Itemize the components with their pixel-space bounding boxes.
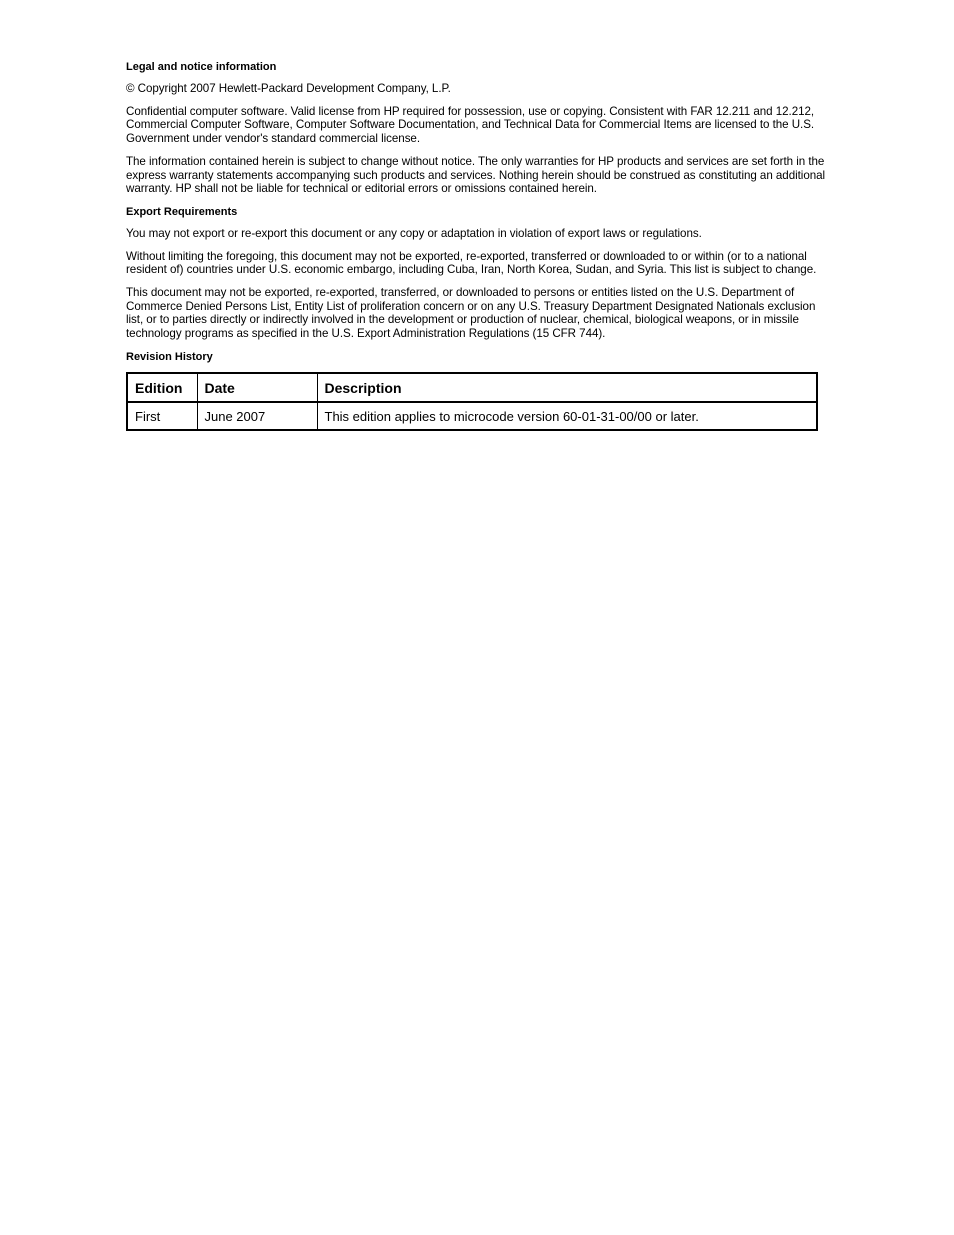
confidential-text: Confidential computer software. Valid license from HP required for possession, use or copying. Consistent with FAR 12.211 and 12.212, Commercial Computer Software, Computer Software Documentation, and Technical Data for Commercial Items are licensed to the U.S. Government under vendor's standard commercial license. xyxy=(126,104,815,146)
export-para-3: This document may not be exported, re-exported, transferred, or downloaded to persons or entities listed on the U.S. Department of Commerce Denied Persons List, Entity List of proliferation concern or on any U.S. Treasury Department Designated Nationals exclusion list, or to parties directly or indirectly involved in the development or production of nuclear, chemical, biological weapons, or in missile technology programs as specified in the U.S. Export Administration Regulations (15 CFR 744). xyxy=(126,286,816,341)
document-page xyxy=(126,60,832,431)
revision-header-row xyxy=(127,373,817,402)
cell-description: This edition applies to microcode version 60-01-31-00/00 or later. xyxy=(317,402,817,430)
legal-heading: Legal and notice information xyxy=(126,61,277,73)
column-header-description: Description xyxy=(317,373,817,402)
export-para-1: You may not export or re-export this document or any copy or adaptation in violation of export laws or regulations. xyxy=(126,226,702,240)
revision-table xyxy=(126,372,818,431)
cell-edition: First xyxy=(127,402,197,430)
export-para-2: Without limiting the foregoing, this document may not be exported, re-exported, transferred or downloaded to or within (or to a national resident of) countries under U.S. economic embargo, including Cuba, Iran, North Korea, Sudan, and Syria. This list is subject to change. xyxy=(126,249,817,277)
column-header-date: Date xyxy=(197,373,317,402)
column-header-edition: Edition xyxy=(127,373,197,402)
table-row xyxy=(127,402,817,430)
copyright-text: © Copyright 2007 Hewlett-Packard Development Company, L.P. xyxy=(126,82,451,95)
export-heading: Export Requirements xyxy=(126,205,238,218)
warranty-text: The information contained herein is subject to change without notice. The only warranties for HP products and services are set forth in the express warranty statements accompanying such products and services. Nothing herein should be construed as constituting an additional warranty. HP shall not be liable for technical or editorial errors or omissions contained herein. xyxy=(126,154,826,196)
cell-date: June 2007 xyxy=(197,402,317,430)
revision-heading: Revision History xyxy=(126,350,213,363)
